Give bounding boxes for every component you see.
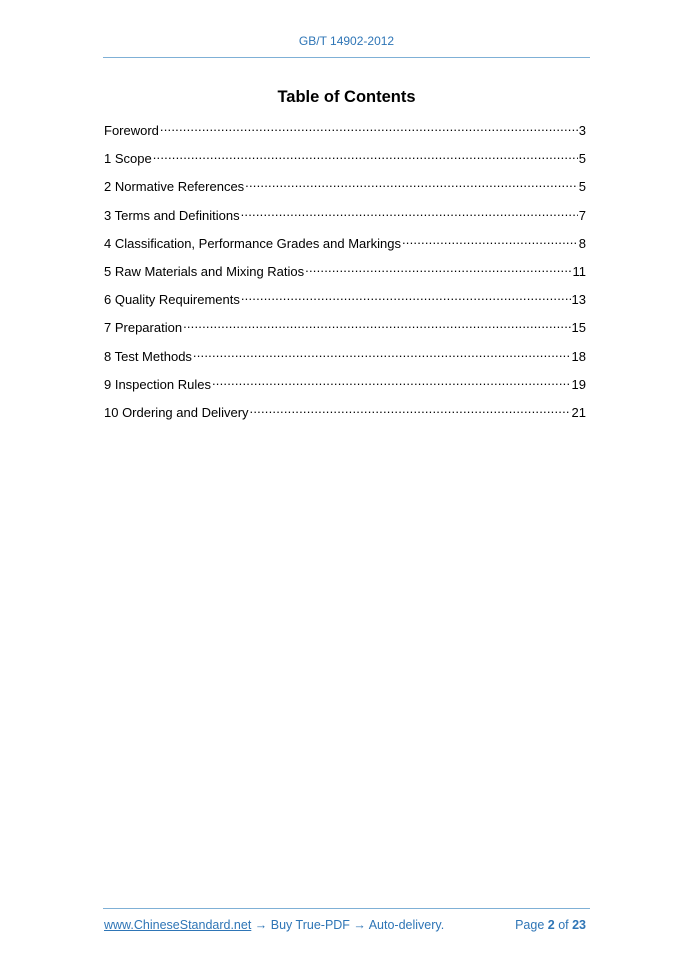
- footer-promo: [104, 918, 444, 932]
- toc-entry-label: 1 Scope: [104, 151, 152, 167]
- table-of-contents: [104, 120, 586, 430]
- toc-dot-leader: [153, 149, 578, 163]
- document-header: [103, 34, 590, 48]
- page-of: of: [554, 918, 573, 932]
- toc-entry-inspection-rules[interactable]: [104, 374, 586, 402]
- toc-dot-leader: [193, 347, 571, 361]
- toc-entry-label: Foreword: [104, 123, 159, 138]
- toc-entry-label: 10 Ordering and Delivery: [104, 404, 249, 420]
- toc-dot-leader: [402, 234, 578, 248]
- toc-entry-scope[interactable]: [104, 148, 586, 176]
- toc-entry-normative-references[interactable]: [104, 176, 586, 204]
- toc-entry-page: 5: [578, 151, 586, 167]
- toc-dot-leader: [160, 121, 578, 135]
- footer-promo-text: → Buy True-PDF → Auto-delivery.: [251, 918, 445, 932]
- toc-entry-raw-materials[interactable]: [104, 261, 586, 289]
- website-link[interactable]: www.ChineseStandard.net: [104, 918, 252, 932]
- document-id: GB/T 14902-2012: [298, 34, 395, 48]
- toc-entry-terms-and-definitions[interactable]: [104, 205, 586, 233]
- toc-dot-leader: [212, 375, 571, 389]
- toc-dot-leader: [183, 318, 570, 332]
- toc-entry-label: 9 Inspection Rules: [104, 376, 211, 392]
- page-current: 2: [547, 918, 555, 932]
- toc-entry-test-methods[interactable]: [104, 346, 586, 374]
- toc-entry-label: 2 Normative References: [104, 179, 245, 195]
- toc-entry-page: 8: [578, 235, 586, 251]
- toc-dot-leader: [241, 206, 578, 220]
- page-total: 23: [572, 918, 586, 932]
- toc-entry-label: 6 Quality Requirements: [104, 292, 240, 308]
- toc-entry-quality-requirements[interactable]: [104, 289, 586, 317]
- footer-divider: [103, 908, 590, 909]
- toc-entry-foreword[interactable]: [104, 120, 586, 148]
- toc-dot-leader: [250, 403, 571, 417]
- page-title: Table of Contents: [277, 88, 416, 106]
- toc-entry-page: 7: [578, 207, 586, 223]
- toc-entry-page: 3: [578, 123, 586, 138]
- toc-entry-label: 4 Classification, Performance Grades and Markings: [104, 235, 401, 251]
- toc-entry-page: 15: [571, 320, 586, 336]
- toc-entry-label: 8 Test Methods: [104, 348, 192, 364]
- toc-entry-page: 21: [571, 404, 586, 420]
- toc-dot-leader: [241, 290, 571, 304]
- toc-entry-page: 19: [571, 376, 586, 392]
- toc-dot-leader: [245, 177, 578, 191]
- header-divider: [103, 57, 590, 58]
- toc-dot-leader: [305, 262, 571, 276]
- page-prefix: Page: [515, 918, 548, 932]
- toc-entry-page: 13: [571, 292, 586, 308]
- toc-entry-ordering-and-delivery[interactable]: [104, 402, 586, 430]
- toc-entry-page: 11: [572, 263, 586, 279]
- toc-entry-label: 7 Preparation: [104, 320, 183, 336]
- toc-entry-preparation[interactable]: [104, 317, 586, 345]
- toc-entry-label: 5 Raw Materials and Mixing Ratios: [104, 263, 305, 279]
- toc-entry-page: 18: [571, 348, 586, 364]
- toc-entry-classification[interactable]: [104, 233, 586, 261]
- toc-entry-label: 3 Terms and Definitions: [104, 207, 240, 223]
- page-indicator: [515, 918, 586, 932]
- toc-entry-page: 5: [578, 179, 586, 195]
